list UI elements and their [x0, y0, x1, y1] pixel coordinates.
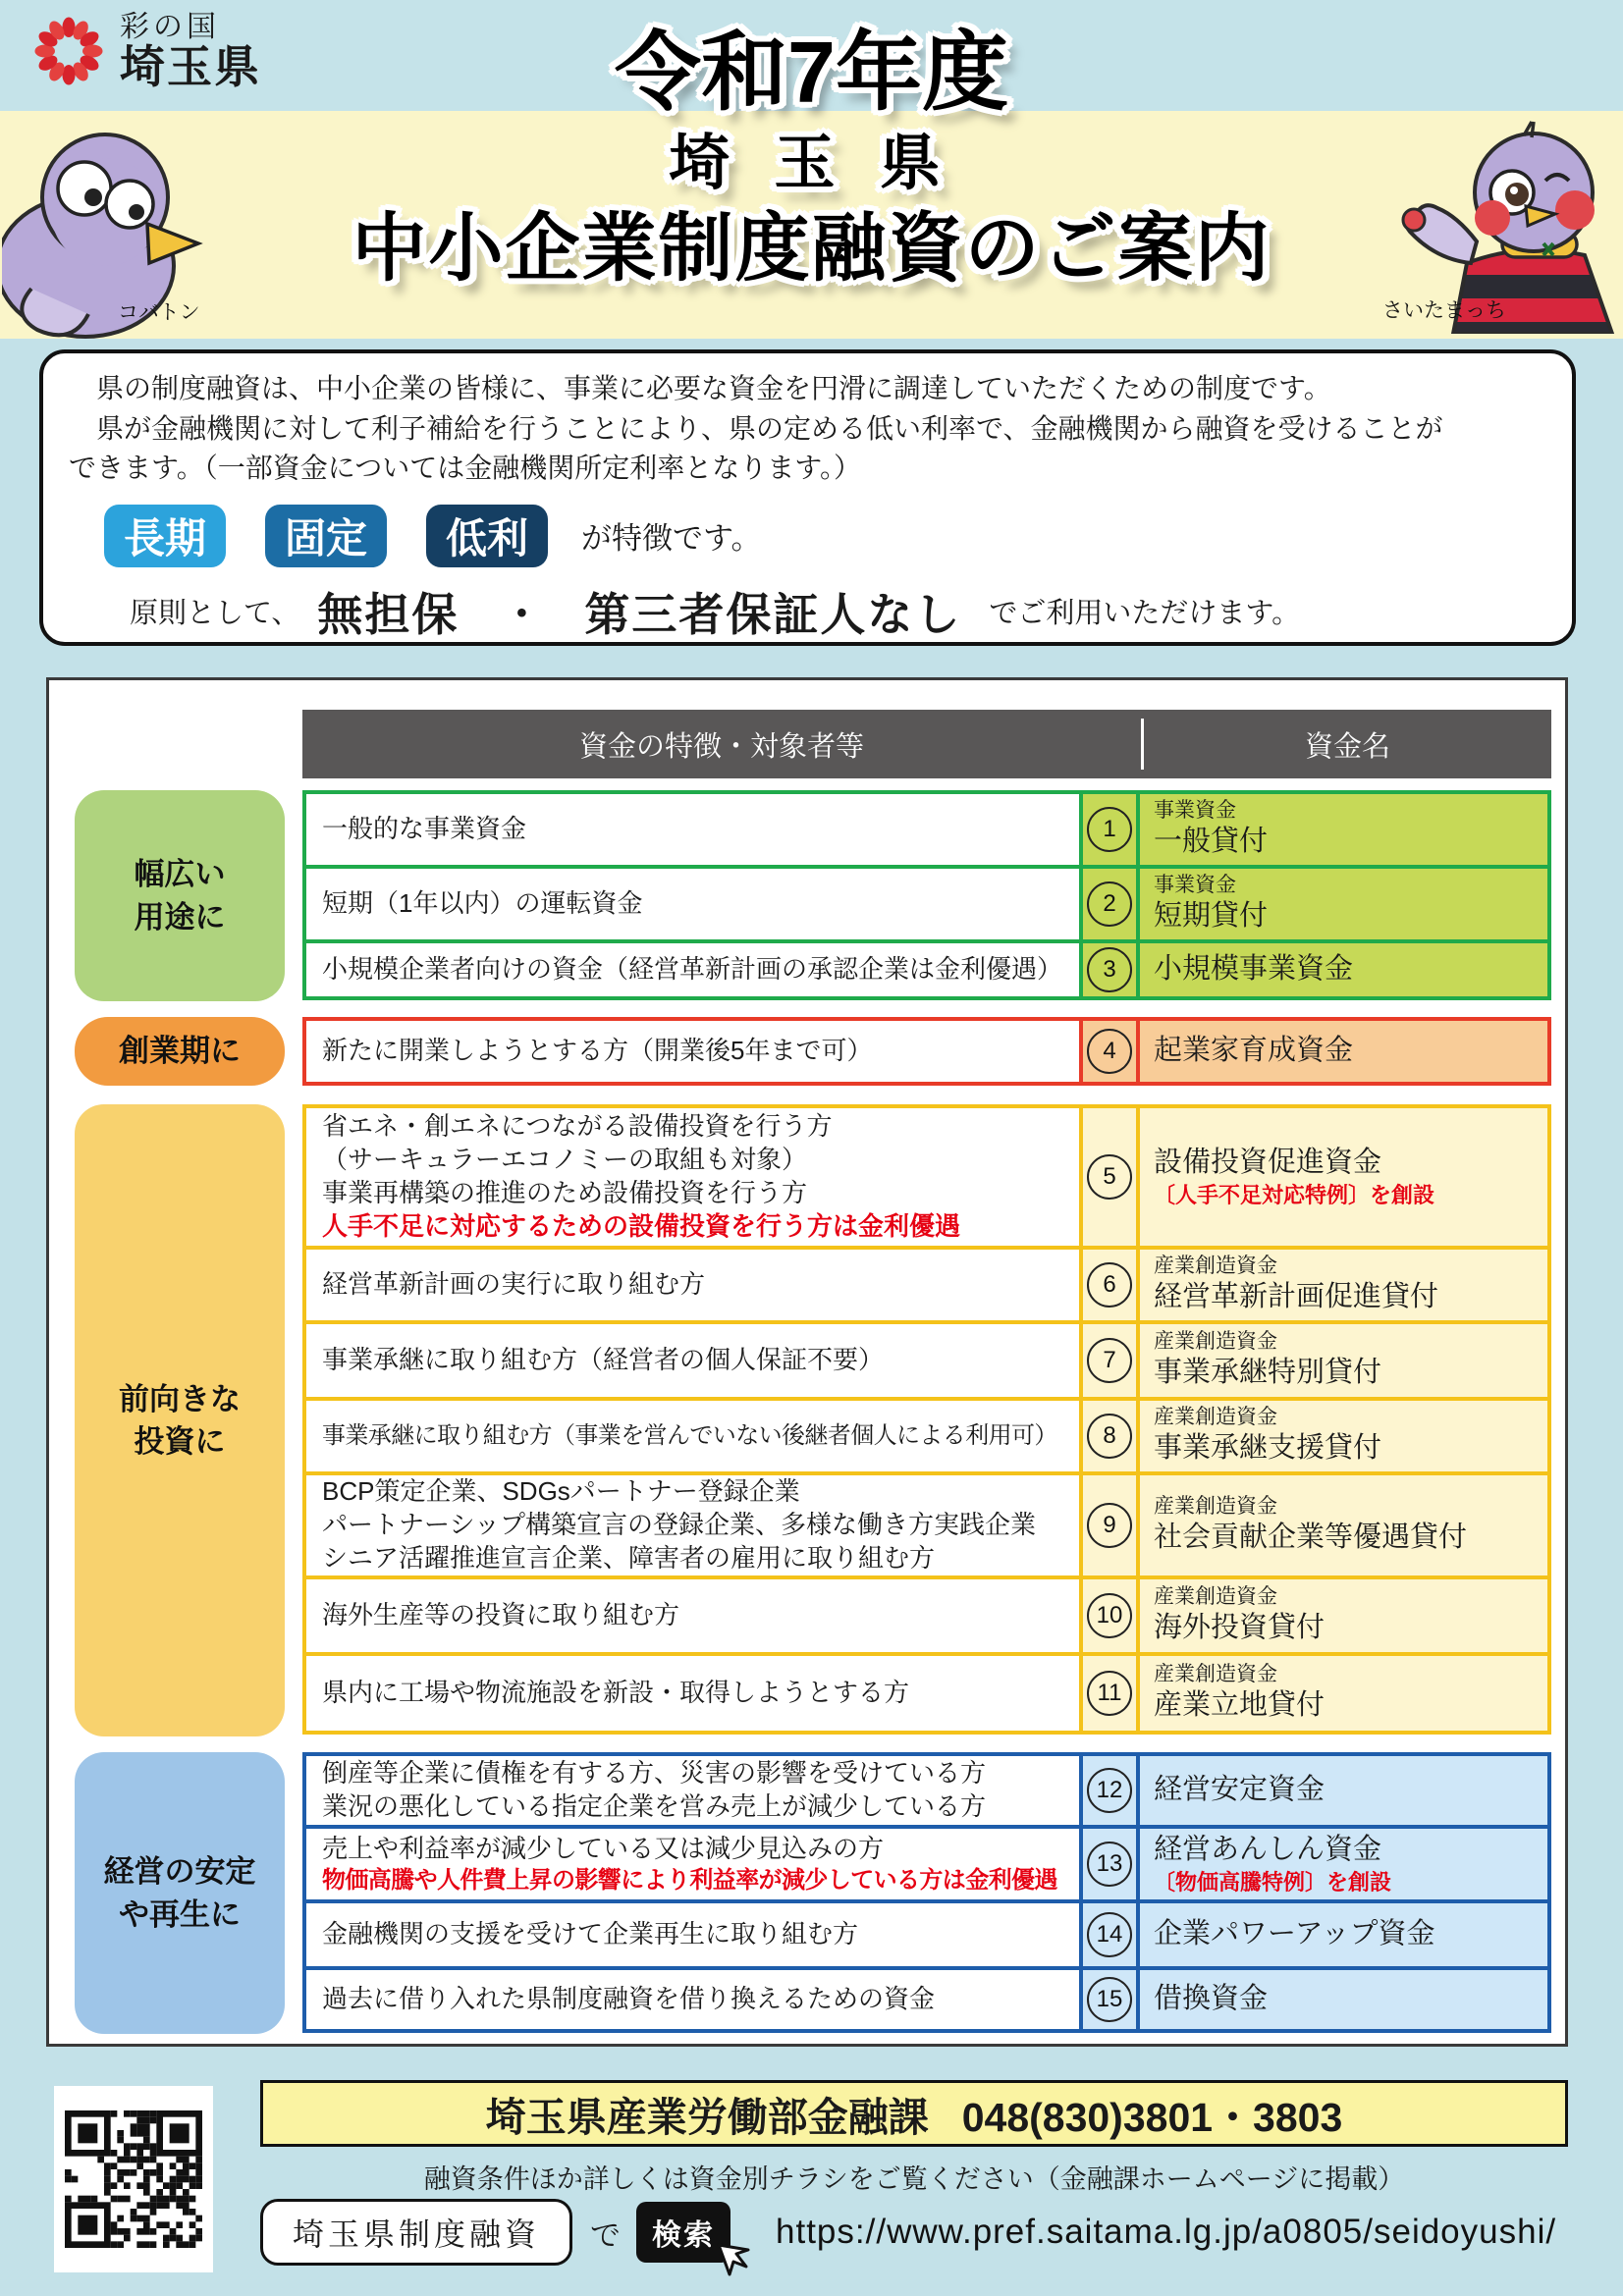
table-row	[306, 1246, 1547, 1320]
qr-code	[65, 2110, 202, 2248]
table-row	[306, 1966, 1547, 2029]
row-number: 13	[1087, 1842, 1132, 1887]
mascot-kobaton	[2, 114, 228, 340]
row-number: 7	[1087, 1338, 1132, 1383]
search-button-label: 検索	[652, 2219, 716, 2252]
fund-name: 借換資金	[1154, 1983, 1269, 2015]
feature-text: 海外生産等の投資に取り組む方	[322, 1600, 680, 1630]
mascot-kobaton-label: コバトン	[118, 301, 200, 324]
fund-name: 経営あんしん資金	[1154, 1834, 1382, 1866]
intro-line-2: 県が金融機関に対して利子補給を行うことにより、県の定める低い利率で、金融機関から融資を受けることが	[69, 412, 1443, 444]
principle-prefix: 原則として、	[130, 598, 300, 630]
website-url-link[interactable]: https://www.pref.saitama.lg.jp/a0805/seidoyushi/	[776, 2213, 1557, 2251]
footer-note: 融資条件ほか詳しくは資金別チラシをご覧ください（金融課ホームページに掲載）	[423, 2164, 1405, 2194]
row-number: 9	[1087, 1503, 1132, 1548]
table-row	[306, 1652, 1547, 1731]
feature-text: 小規模企業者向けの資金（経営革新計画の承認企業は金利優遇）	[322, 954, 1063, 985]
fund-group: 産業創造資金	[1154, 1663, 1277, 1686]
table-row	[306, 794, 1547, 865]
category-forward-investment	[75, 1104, 285, 1736]
qr-code-box	[54, 2086, 213, 2272]
table-row	[306, 1471, 1547, 1575]
category-label: 前向きな	[119, 1381, 241, 1416]
badge-long-term: 長期	[104, 505, 226, 567]
table-row	[306, 865, 1547, 939]
table-row	[306, 1825, 1547, 1899]
table-row	[306, 1320, 1547, 1397]
feature-text: 過去に借り入れた県制度融資を借り換えるための資金	[322, 1984, 936, 2014]
column-header-fund-name: 資金名	[1304, 730, 1390, 763]
search-term-pill: 埼玉県制度融資	[260, 2199, 572, 2266]
row-number: 1	[1087, 807, 1132, 852]
feature-text: 省エネ・創エネにつながる設備投資を行う方	[322, 1111, 833, 1142]
table-row	[306, 1756, 1547, 1825]
feature-text-highlight: 人手不足に対応するための設備投資を行う方は金利優遇	[322, 1210, 961, 1241]
feature-text: 短期（1年以内）の運転資金	[322, 888, 643, 919]
fund-name: 企業パワーアップ資金	[1154, 1918, 1435, 1950]
logo-tagline: 彩の国	[120, 11, 220, 44]
fund-group: 産業創造資金	[1154, 1585, 1277, 1609]
category-label: 幅広い	[134, 857, 226, 892]
row-number: 11	[1087, 1671, 1132, 1716]
fund-group: 産業創造資金	[1154, 1406, 1277, 1429]
feature-text: BCP策定企業、SDGsパートナー登録企業	[322, 1476, 800, 1507]
feature-text: 金融機関の支援を受けて企業再生に取り組む方	[322, 1919, 859, 1949]
contact-banner	[260, 2080, 1568, 2147]
feature-text: シニア活躍推進宣言企業、障害者の雇用に取り組む方	[322, 1542, 936, 1573]
mascot-saitamatch	[1377, 116, 1620, 334]
category-stability-revival	[75, 1752, 285, 2034]
fund-group: 事業資金	[1154, 799, 1236, 823]
section-stability-revival	[302, 1752, 1551, 2033]
fund-group: 産業創造資金	[1154, 1495, 1277, 1519]
table-row	[306, 1575, 1547, 1652]
search-particle: で	[590, 2217, 622, 2253]
feature-text: 事業承継に取り組む方（事業を営んでいない後継者個人による利用可）	[322, 1422, 1057, 1450]
fund-name: 短期貸付	[1154, 900, 1269, 933]
principle-separator: ・	[502, 593, 542, 637]
search-instruction-row	[260, 2199, 1568, 2266]
feature-text-highlight: 物価高騰や人件費上昇の影響により利益率が減少している方は金利優遇	[322, 1867, 1057, 1895]
row-number: 15	[1087, 1977, 1132, 2022]
fund-name: 事業承継支援貸付	[1154, 1432, 1382, 1465]
feature-text: 経営革新計画の実行に取り組む方	[322, 1269, 706, 1300]
category-label: 投資に	[134, 1424, 226, 1459]
feature-text: 倒産等企業に債権を有する方、災害の影響を受けている方	[322, 1758, 987, 1789]
category-label: や再生に	[119, 1896, 241, 1932]
feature-text: 業況の悪化している指定企業を営み売上が減少している方	[322, 1791, 987, 1821]
row-number: 4	[1087, 1029, 1132, 1074]
table-row	[306, 1899, 1547, 1966]
category-label: 創業期に	[119, 1034, 241, 1069]
row-number: 5	[1087, 1154, 1132, 1200]
badges-suffix: が特徴です。	[581, 521, 762, 557]
fund-name: 経営安定資金	[1154, 1774, 1325, 1806]
feature-text: 事業再構築の推進のため設備投資を行う方	[322, 1178, 808, 1207]
logo-prefecture-name: 埼玉県	[120, 40, 261, 92]
category-label: 用途に	[134, 899, 226, 934]
fund-name: 経営革新計画促進貸付	[1154, 1281, 1439, 1313]
contact-phone: 048(830)3801・3803	[961, 2094, 1343, 2140]
principle-no-guarantor: 第三者保証人なし	[584, 588, 962, 640]
section-wide-use	[302, 790, 1551, 1000]
row-number: 8	[1087, 1414, 1132, 1459]
feature-text: 一般的な事業資金	[322, 814, 527, 844]
badge-fixed-rate: 固定	[265, 505, 387, 567]
fund-name: 一般貸付	[1154, 826, 1269, 858]
fund-note: 〔人手不足対応特例〕を創設	[1154, 1183, 1435, 1208]
main-title-line1: 埼 玉 県	[669, 130, 954, 197]
category-label: 経営の安定	[103, 1854, 256, 1890]
intro-box	[39, 349, 1576, 646]
fund-name: 起業家育成資金	[1154, 1035, 1354, 1067]
category-startup	[75, 1017, 285, 1086]
badge-low-interest: 低利	[426, 505, 548, 567]
row-number: 6	[1087, 1262, 1132, 1308]
fund-name: 設備投資促進資金	[1154, 1147, 1382, 1179]
row-number: 2	[1087, 881, 1132, 927]
search-button	[636, 2202, 730, 2263]
fund-note: 〔物価高騰特例〕を創設	[1154, 1870, 1392, 1896]
feature-badges	[104, 505, 1546, 567]
fund-group: 事業資金	[1154, 874, 1236, 897]
principle-line	[130, 579, 1546, 644]
table-row	[306, 1108, 1547, 1246]
row-number: 3	[1087, 947, 1132, 992]
fund-name: 事業承継特別貸付	[1154, 1357, 1382, 1389]
mascot-saitamatch-label: さいたまっち	[1382, 299, 1506, 322]
fiscal-year-title: 令和7年度	[615, 24, 1008, 121]
row-number: 12	[1087, 1768, 1132, 1813]
fund-name: 産業立地貸付	[1154, 1689, 1325, 1722]
principle-suffix: でご利用いただけます。	[989, 598, 1301, 630]
cursor-arrow-icon	[713, 2243, 752, 2282]
table-row	[306, 939, 1547, 996]
contact-department: 埼玉県産業労働部金融課	[485, 2094, 929, 2140]
section-startup	[302, 1017, 1551, 1086]
funds-table	[46, 677, 1568, 2047]
intro-line-3: できます。（一部資金については金融機関所定利率となります。）	[69, 453, 861, 484]
table-row	[306, 1397, 1547, 1471]
column-header-features: 資金の特徴・対象者等	[578, 730, 864, 763]
principle-no-collateral: 無担保	[317, 588, 460, 640]
section-forward-investment	[302, 1104, 1551, 1735]
fund-name: 社会貢献企業等優遇貸付	[1154, 1522, 1468, 1554]
feature-text: （サーキュラーエコノミーの取組も対象）	[322, 1145, 808, 1175]
fund-group: 産業創造資金	[1154, 1330, 1277, 1354]
feature-text: 県内に工場や物流施設を新設・取得しようとする方	[322, 1678, 910, 1708]
feature-text: 新たに開業しようとする方（開業後5年まで可）	[322, 1036, 873, 1066]
fund-name: 海外投資貸付	[1154, 1612, 1325, 1644]
main-title-line2: 中小企業制度融資のご案内	[352, 207, 1271, 291]
feature-text: 売上や利益率が減少している又は減少見込みの方	[322, 1833, 885, 1863]
row-number: 14	[1087, 1912, 1132, 1957]
row-number: 10	[1087, 1593, 1132, 1638]
feature-text: パートナーシップ構築宣言の登録企業、多様な働き方実践企業	[322, 1510, 1036, 1540]
table-row	[306, 1021, 1547, 1082]
feature-text: 事業承継に取り組む方（経営者の個人保証不要）	[322, 1345, 885, 1375]
intro-line-1: 県の制度融資は、中小企業の皆様に、事業に必要な資金を円滑に調達していただくための制度です。	[69, 373, 1331, 403]
fund-group: 産業創造資金	[1154, 1255, 1277, 1278]
fund-name: 小規模事業資金	[1154, 953, 1354, 986]
category-wide-use	[75, 790, 285, 1001]
table-header	[302, 710, 1551, 778]
